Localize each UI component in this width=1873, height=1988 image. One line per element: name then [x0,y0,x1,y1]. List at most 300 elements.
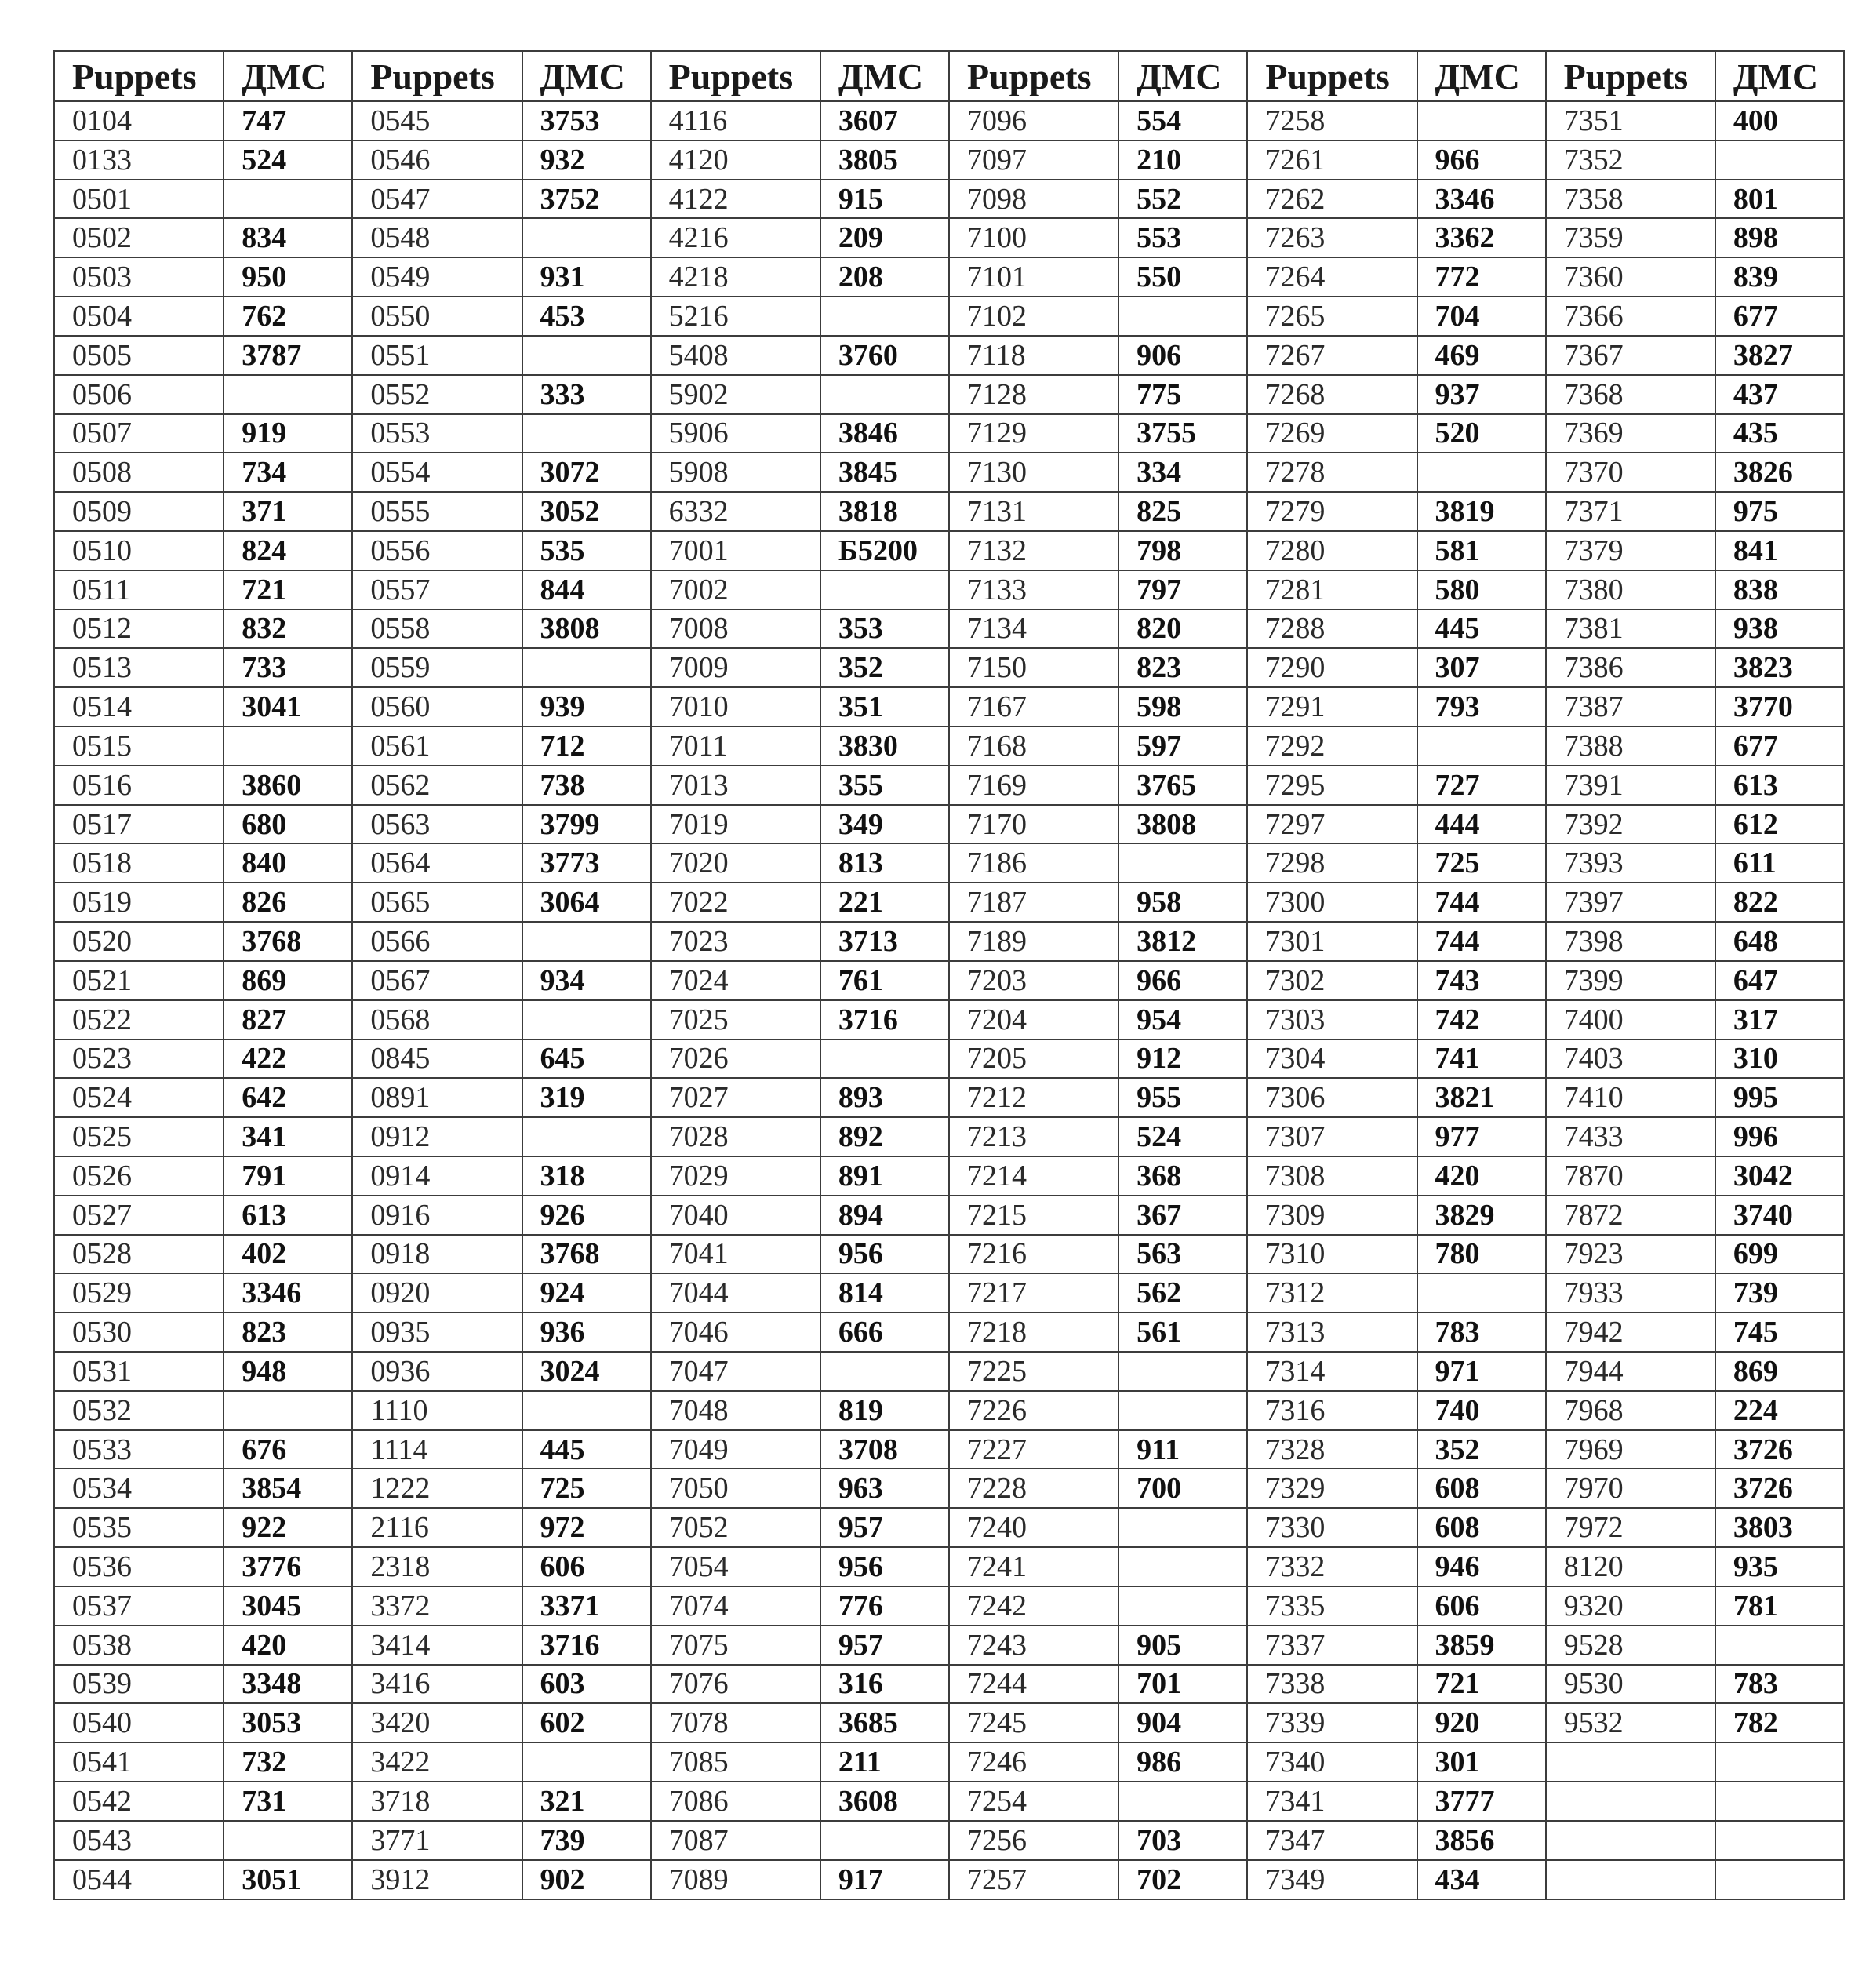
puppets-code-cell: 4120 [651,140,820,180]
dmc-code-cell: 648 [1715,922,1844,961]
dmc-code-cell [1118,843,1247,883]
dmc-code-cell: 832 [224,610,352,649]
dmc-code-cell: 954 [1118,1000,1247,1040]
table-row [54,1547,1844,1586]
dmc-code-cell: 891 [820,1156,949,1196]
table-row [54,1469,1844,1508]
puppets-code-cell: 7134 [949,610,1118,649]
dmc-code-cell: 3752 [522,180,651,219]
dmc-code-cell: 3776 [224,1547,352,1586]
dmc-code-cell: 948 [224,1352,352,1391]
dmc-code-cell: 400 [1715,101,1844,140]
puppets-code-cell: 7340 [1247,1742,1417,1782]
dmc-code-cell: 905 [1118,1626,1247,1665]
dmc-code-cell: 3607 [820,101,949,140]
puppets-code-cell: 7386 [1546,648,1715,687]
dmc-code-cell: 977 [1417,1117,1546,1156]
puppets-code-cell: 7261 [1247,140,1417,180]
puppets-code-cell: 7214 [949,1156,1118,1196]
dmc-code-cell: 3024 [522,1352,651,1391]
dmc-code-cell: 741 [1417,1040,1546,1079]
puppets-code-cell: 0563 [352,805,522,844]
puppets-code-cell: 2318 [352,1547,522,1586]
dmc-code-cell: 892 [820,1117,949,1156]
dmc-code-cell [224,726,352,766]
dmc-code-cell: 939 [522,687,651,726]
puppets-code-cell: 7397 [1546,883,1715,922]
dmc-code-cell: 825 [1118,492,1247,531]
puppets-code-cell: 0564 [352,843,522,883]
puppets-code-cell: 7314 [1247,1352,1417,1391]
puppets-code-cell: 0568 [352,1000,522,1040]
table-row [54,1821,1844,1860]
puppets-code-cell: 0520 [54,922,224,961]
puppets-code-cell: 7316 [1247,1391,1417,1430]
dmc-code-cell: 915 [820,180,949,219]
puppets-code-cell: 7303 [1247,1000,1417,1040]
dmc-code-cell [1417,101,1546,140]
puppets-code-cell: 7205 [949,1040,1118,1079]
table-row [54,1626,1844,1665]
table-row [54,218,1844,257]
dmc-code-cell: 645 [522,1040,651,1079]
dmc-code-cell: 957 [820,1626,949,1665]
dmc-code-cell: 351 [820,687,949,726]
dmc-code-cell: 3803 [1715,1508,1844,1547]
dmc-code-cell: 911 [1118,1430,1247,1469]
dmc-code-cell: 966 [1118,961,1247,1000]
dmc-code-cell: 3753 [522,101,651,140]
table-row [54,453,1844,492]
dmc-code-cell: 580 [1417,570,1546,610]
dmc-code-cell [1715,1860,1844,1899]
dmc-code-cell: 603 [522,1665,651,1704]
table-row [54,922,1844,961]
dmc-code-cell: 3052 [522,492,651,531]
dmc-code-cell [1118,1782,1247,1821]
puppets-code-cell: 9320 [1546,1586,1715,1626]
puppets-code-cell: 6332 [651,492,820,531]
puppets-code-cell: 7351 [1546,101,1715,140]
puppets-code-cell: 0133 [54,140,224,180]
puppets-code-cell: 7310 [1247,1235,1417,1274]
puppets-code-cell: 7098 [949,180,1118,219]
puppets-code-cell: 7265 [1247,297,1417,336]
dmc-code-cell: 932 [522,140,651,180]
dmc-code-cell: 814 [820,1273,949,1313]
dmc-code-cell: 422 [224,1040,352,1079]
puppets-code-cell: 7150 [949,648,1118,687]
puppets-code-cell: 7969 [1546,1430,1715,1469]
puppets-code-cell: 7308 [1247,1156,1417,1196]
puppets-code-cell: 0561 [352,726,522,766]
puppets-code-cell: 7050 [651,1469,820,1508]
dmc-code-cell: 971 [1417,1352,1546,1391]
dmc-code-cell: 3053 [224,1703,352,1742]
puppets-code-cell [1546,1782,1715,1821]
dmc-code-cell [522,1742,651,1782]
dmc-code-cell: 307 [1417,648,1546,687]
puppets-code-cell: 7381 [1546,610,1715,649]
dmc-code-cell: 712 [522,726,651,766]
dmc-code-cell: 762 [224,297,352,336]
dmc-code-cell: 3346 [224,1273,352,1313]
dmc-code-cell: 680 [224,805,352,844]
puppets-code-cell: 7040 [651,1196,820,1235]
table-row [54,1313,1844,1352]
dmc-code-cell: 3826 [1715,453,1844,492]
puppets-code-cell: 7366 [1546,297,1715,336]
table-row [54,1508,1844,1547]
dmc-code-cell: 920 [1417,1703,1546,1742]
puppets-code-cell: 0508 [54,453,224,492]
puppets-code-cell: 5216 [651,297,820,336]
puppets-code-cell: 7338 [1247,1665,1417,1704]
puppets-code-cell: 7204 [949,1000,1118,1040]
puppets-code-cell: 7129 [949,414,1118,453]
dmc-code-cell: 781 [1715,1586,1844,1626]
dmc-code-cell: 301 [1417,1742,1546,1782]
puppets-code-cell: 7370 [1546,453,1715,492]
puppets-code-cell: 7313 [1247,1313,1417,1352]
dmc-code-cell: 563 [1118,1235,1247,1274]
dmc-code-cell: 606 [1417,1586,1546,1626]
puppets-code-cell [1546,1742,1715,1782]
dmc-code-cell: 3755 [1118,414,1247,453]
table-row [54,1782,1844,1821]
puppets-code-cell: 7226 [949,1391,1118,1430]
puppets-code-cell: 5902 [651,375,820,414]
puppets-code-cell: 0513 [54,648,224,687]
table-row [54,1430,1844,1469]
dmc-code-cell: 211 [820,1742,949,1782]
dmc-code-cell: 647 [1715,961,1844,1000]
dmc-code-cell: 838 [1715,570,1844,610]
puppets-code-cell: 0560 [352,687,522,726]
puppets-code-cell: 7074 [651,1586,820,1626]
dmc-code-cell: 367 [1118,1196,1247,1235]
dmc-code-cell: 721 [224,570,352,610]
puppets-code-cell: 7309 [1247,1196,1417,1235]
puppets-code-cell: 7022 [651,883,820,922]
puppets-code-cell: 7101 [949,257,1118,297]
dmc-code-cell [820,1821,949,1860]
puppets-code-cell: 0515 [54,726,224,766]
puppets-code-cell: 7001 [651,531,820,570]
puppets-code-cell: 7169 [949,766,1118,805]
puppets-code-cell: 0104 [54,101,224,140]
dmc-code-cell: 844 [522,570,651,610]
puppets-code-cell: 7387 [1546,687,1715,726]
dmc-code-cell: 869 [1715,1352,1844,1391]
dmc-code-cell: 840 [224,843,352,883]
dmc-code-cell: 368 [1118,1156,1247,1196]
column-header-dmc: ДМС [1417,51,1546,101]
puppets-code-cell: 7048 [651,1391,820,1430]
puppets-code-cell: 7102 [949,297,1118,336]
dmc-code-cell: 958 [1118,883,1247,922]
puppets-code-cell: 7281 [1247,570,1417,610]
column-header-puppets: Puppets [1546,51,1715,101]
puppets-code-cell: 7269 [1247,414,1417,453]
dmc-code-cell: 744 [1417,883,1546,922]
dmc-code-cell: 402 [224,1235,352,1274]
table-row [54,766,1844,805]
puppets-code-cell: 0503 [54,257,224,297]
table-row [54,610,1844,649]
dmc-code-cell: 780 [1417,1235,1546,1274]
header-row [54,51,1844,101]
table-row [54,1273,1844,1313]
dmc-code-cell: 677 [1715,726,1844,766]
puppets-code-cell: 7244 [949,1665,1118,1704]
puppets-code-cell: 7393 [1546,843,1715,883]
puppets-code-cell: 7046 [651,1313,820,1352]
table-row [54,1040,1844,1079]
dmc-code-cell: 742 [1417,1000,1546,1040]
puppets-code-cell: 7009 [651,648,820,687]
dmc-code-cell [522,648,651,687]
puppets-code-cell: 0935 [352,1313,522,1352]
puppets-code-cell: 5408 [651,336,820,375]
puppets-code-cell: 7403 [1546,1040,1715,1079]
puppets-code-cell: 4116 [651,101,820,140]
dmc-code-cell: 3726 [1715,1430,1844,1469]
puppets-code-cell: 7433 [1546,1117,1715,1156]
dmc-code-cell: 922 [224,1508,352,1547]
dmc-code-cell: 869 [224,961,352,1000]
puppets-code-cell: 3771 [352,1821,522,1860]
puppets-code-cell: 0516 [54,766,224,805]
puppets-code-cell: 0524 [54,1078,224,1117]
puppets-code-cell: 0536 [54,1547,224,1586]
puppets-code-cell: 0554 [352,453,522,492]
puppets-code-cell: 7097 [949,140,1118,180]
puppets-code-cell: 4122 [651,180,820,219]
puppets-code-cell: 0517 [54,805,224,844]
dmc-code-cell: 934 [522,961,651,1000]
dmc-code-cell: 906 [1118,336,1247,375]
dmc-code-cell: 819 [820,1391,949,1430]
puppets-code-cell: 7380 [1546,570,1715,610]
puppets-code-cell: 3414 [352,1626,522,1665]
dmc-code-cell: 827 [224,1000,352,1040]
dmc-code-cell: 606 [522,1547,651,1586]
dmc-code-cell: 731 [224,1782,352,1821]
puppets-code-cell: 7970 [1546,1469,1715,1508]
puppets-code-cell: 7332 [1247,1547,1417,1586]
dmc-code-cell: 611 [1715,843,1844,883]
dmc-code-cell: 3716 [820,1000,949,1040]
puppets-code-cell: 0541 [54,1742,224,1782]
table-row [54,883,1844,922]
table-row [54,257,1844,297]
dmc-code-cell [820,375,949,414]
puppets-code-cell: 7227 [949,1430,1118,1469]
table-row [54,1156,1844,1196]
dmc-code-cell: Б5200 [820,531,949,570]
dmc-code-cell: 3371 [522,1586,651,1626]
dmc-code-cell: 955 [1118,1078,1247,1117]
puppets-code-cell: 0510 [54,531,224,570]
table-row [54,101,1844,140]
dmc-code-cell: 797 [1118,570,1247,610]
puppets-code-cell: 7258 [1247,101,1417,140]
puppets-code-cell: 7392 [1546,805,1715,844]
dmc-code-cell [1417,453,1546,492]
puppets-code-cell: 7013 [651,766,820,805]
puppets-code-cell: 0529 [54,1273,224,1313]
puppets-code-cell: 7131 [949,492,1118,531]
table-row [54,414,1844,453]
puppets-code-cell: 7288 [1247,610,1417,649]
puppets-code-cell: 7968 [1546,1391,1715,1430]
puppets-code-cell: 7368 [1546,375,1715,414]
dmc-code-cell: 946 [1417,1547,1546,1586]
puppets-code-cell: 0916 [352,1196,522,1235]
puppets-code-cell: 7170 [949,805,1118,844]
column-header-puppets: Puppets [54,51,224,101]
puppets-code-cell: 0539 [54,1665,224,1704]
dmc-code-cell: 3823 [1715,648,1844,687]
puppets-code-cell: 0551 [352,336,522,375]
puppets-code-cell: 7243 [949,1626,1118,1665]
puppets-code-cell: 0845 [352,1040,522,1079]
puppets-code-cell: 7280 [1247,531,1417,570]
dmc-code-cell: 772 [1417,257,1546,297]
dmc-code-cell: 733 [224,648,352,687]
dmc-code-cell: 420 [224,1626,352,1665]
dmc-code-cell: 3064 [522,883,651,922]
dmc-code-cell: 553 [1118,218,1247,257]
dmc-code-cell: 3760 [820,336,949,375]
table-row [54,336,1844,375]
puppets-code-cell: 9532 [1546,1703,1715,1742]
puppets-code-cell: 7264 [1247,257,1417,297]
dmc-code-cell: 535 [522,531,651,570]
column-header-dmc: ДМС [1118,51,1247,101]
dmc-code-cell: 3768 [224,922,352,961]
dmc-code-cell [1715,1626,1844,1665]
dmc-code-cell [1118,1547,1247,1586]
puppets-code-cell: 7008 [651,610,820,649]
puppets-code-cell: 7278 [1247,453,1417,492]
dmc-code-cell: 725 [1417,843,1546,883]
puppets-code-cell: 7241 [949,1547,1118,1586]
dmc-code-cell [1715,1821,1844,1860]
dmc-code-cell: 561 [1118,1313,1247,1352]
puppets-code-cell: 7257 [949,1860,1118,1899]
dmc-code-cell: 3045 [224,1586,352,1626]
dmc-code-cell [1118,1508,1247,1547]
dmc-code-cell: 919 [224,414,352,453]
puppets-code-cell: 0553 [352,414,522,453]
dmc-code-cell: 801 [1715,180,1844,219]
dmc-code-cell: 608 [1417,1508,1546,1547]
dmc-code-cell: 744 [1417,922,1546,961]
dmc-code-cell: 3072 [522,453,651,492]
puppets-code-cell: 0565 [352,883,522,922]
puppets-code-cell: 7400 [1546,1000,1715,1040]
puppets-code-cell: 7002 [651,570,820,610]
dmc-code-cell: 739 [1715,1273,1844,1313]
puppets-code-cell: 1110 [352,1391,522,1430]
puppets-code-cell: 7923 [1546,1235,1715,1274]
puppets-code-cell: 7398 [1546,922,1715,961]
dmc-code-cell: 598 [1118,687,1247,726]
puppets-code-cell: 7217 [949,1273,1118,1313]
puppets-code-cell: 0538 [54,1626,224,1665]
dmc-code-cell [1715,1782,1844,1821]
puppets-code-cell: 7349 [1247,1860,1417,1899]
dmc-code-cell: 745 [1715,1313,1844,1352]
dmc-code-cell: 926 [522,1196,651,1235]
puppets-code-cell: 7312 [1247,1273,1417,1313]
dmc-code-cell: 676 [224,1430,352,1469]
dmc-code-cell: 783 [1715,1665,1844,1704]
dmc-code-cell [820,297,949,336]
dmc-code-cell: 996 [1715,1117,1844,1156]
puppets-code-cell: 7267 [1247,336,1417,375]
dmc-code-cell: 938 [1715,610,1844,649]
puppets-code-cell: 7391 [1546,766,1715,805]
dmc-code-cell: 420 [1417,1156,1546,1196]
dmc-code-cell: 3051 [224,1860,352,1899]
puppets-code-cell: 3372 [352,1586,522,1626]
dmc-code-cell: 727 [1417,766,1546,805]
table-row [54,805,1844,844]
puppets-code-cell: 7279 [1247,492,1417,531]
puppets-code-cell: 0548 [352,218,522,257]
puppets-code-cell: 0544 [54,1860,224,1899]
puppets-code-cell: 7041 [651,1235,820,1274]
table-row [54,492,1844,531]
puppets-code-cell: 0535 [54,1508,224,1547]
puppets-code-cell: 0562 [352,766,522,805]
puppets-code-cell: 7388 [1546,726,1715,766]
puppets-code-cell: 0512 [54,610,224,649]
dmc-code-cell: 822 [1715,883,1844,922]
puppets-code-cell: 7052 [651,1508,820,1547]
puppets-code-cell: 7167 [949,687,1118,726]
dmc-code-cell: 371 [224,492,352,531]
dmc-code-cell: 972 [522,1508,651,1547]
puppets-code-cell: 7291 [1247,687,1417,726]
dmc-code-cell: 208 [820,257,949,297]
dmc-code-cell: 904 [1118,1703,1247,1742]
table-row [54,961,1844,1000]
puppets-code-cell: 0528 [54,1235,224,1274]
puppets-code-cell: 7075 [651,1626,820,1665]
puppets-code-cell: 7225 [949,1352,1118,1391]
dmc-code-cell: 743 [1417,961,1546,1000]
dmc-code-cell: 739 [522,1821,651,1860]
puppets-code-cell: 0920 [352,1273,522,1313]
puppets-code-cell: 9530 [1546,1665,1715,1704]
puppets-code-cell: 7944 [1546,1352,1715,1391]
dmc-code-cell: 3726 [1715,1469,1844,1508]
puppets-code-cell: 0502 [54,218,224,257]
table-row [54,180,1844,219]
puppets-code-cell: 7870 [1546,1156,1715,1196]
table-row [54,726,1844,766]
puppets-code-cell: 7298 [1247,843,1417,883]
dmc-code-cell: 613 [1715,766,1844,805]
puppets-code-cell: 7256 [949,1821,1118,1860]
dmc-code-cell: 761 [820,961,949,1000]
puppets-code-cell: 7019 [651,805,820,844]
dmc-code-cell: 3777 [1417,1782,1546,1821]
